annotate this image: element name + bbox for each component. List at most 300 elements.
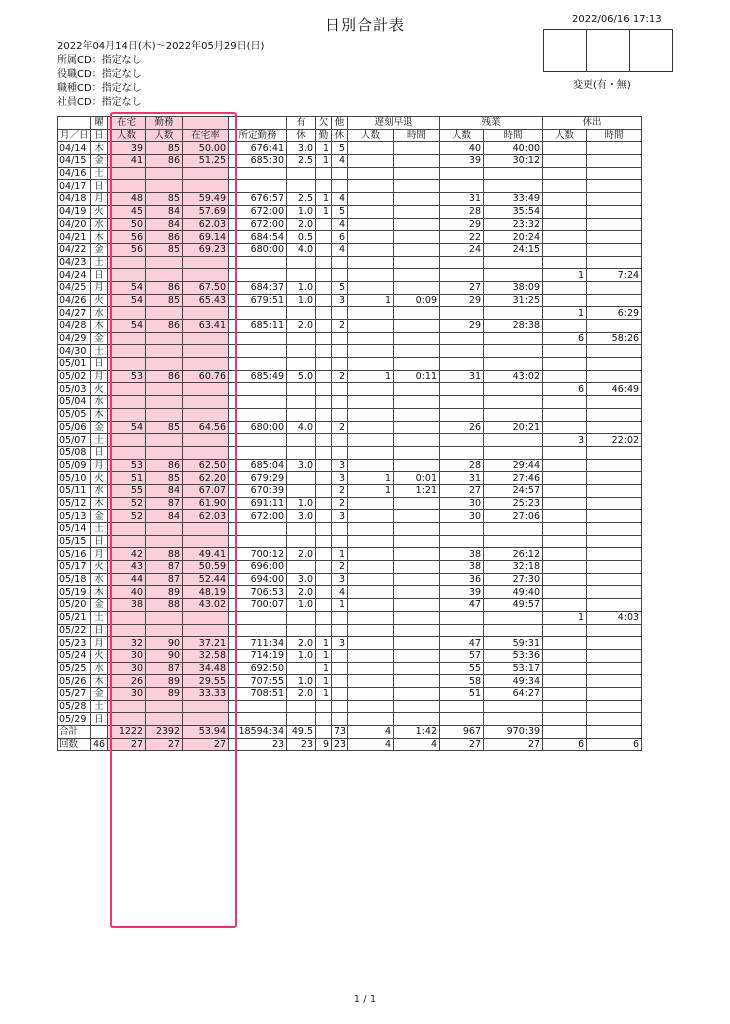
overtime-count-cell xyxy=(440,307,484,320)
absence-cell: 1 xyxy=(316,142,332,155)
overtime-time-cell: 28:38 xyxy=(484,320,543,333)
absence-cell xyxy=(316,231,332,244)
late-time-cell xyxy=(394,142,440,155)
scheduled-hours-cell: 18594:34 xyxy=(229,726,287,739)
overtime-time-cell xyxy=(484,358,543,371)
table-row xyxy=(58,434,642,447)
date-cell: 05/16 xyxy=(58,548,91,561)
remote-count-cell: 54 xyxy=(108,281,146,294)
date-cell: 05/28 xyxy=(58,700,91,713)
holiday-count-cell xyxy=(543,218,587,231)
attendance-count-cell xyxy=(146,713,183,726)
absence-cell: 1 xyxy=(316,687,332,700)
holiday-time-cell xyxy=(587,320,642,333)
holiday-time-cell xyxy=(587,523,642,536)
late-time-cell xyxy=(394,320,440,333)
col-header-overtime-count: 人数 xyxy=(440,129,484,142)
holiday-time-cell xyxy=(587,548,642,561)
overtime-time-cell: 32:18 xyxy=(484,561,543,574)
attendance-count-cell: 90 xyxy=(146,649,183,662)
overtime-time-cell: 59:31 xyxy=(484,637,543,650)
attendance-count-cell xyxy=(146,624,183,637)
table-row xyxy=(58,687,642,700)
overtime-count-cell: 30 xyxy=(440,497,484,510)
table-row xyxy=(58,332,642,345)
late-time-cell xyxy=(394,218,440,231)
remote-rate-cell: 62.03 xyxy=(183,218,229,231)
date-cell: 05/02 xyxy=(58,370,91,383)
holiday-count-cell: 1 xyxy=(543,307,587,320)
holiday-time-cell xyxy=(587,599,642,612)
remote-count-cell: 42 xyxy=(108,548,146,561)
date-cell: 05/09 xyxy=(58,459,91,472)
late-count-cell xyxy=(348,700,394,713)
remote-rate-cell: 27 xyxy=(183,738,229,751)
absence-cell xyxy=(316,167,332,180)
holiday-count-cell xyxy=(543,396,587,409)
holiday-time-cell xyxy=(587,396,642,409)
table-row xyxy=(58,472,642,485)
late-count-cell xyxy=(348,459,394,472)
absence-cell: 1 xyxy=(316,205,332,218)
remote-rate-cell xyxy=(183,523,229,536)
holiday-count-cell xyxy=(543,599,587,612)
holiday-time-cell xyxy=(587,700,642,713)
paid-leave-cell: 4.0 xyxy=(287,243,316,256)
late-time-cell xyxy=(394,713,440,726)
holiday-count-cell: 1 xyxy=(543,611,587,624)
other-leave-cell: 2 xyxy=(332,320,348,333)
holiday-time-cell xyxy=(587,256,642,269)
dow-cell: 水 xyxy=(91,484,108,497)
remote-rate-cell: 52.44 xyxy=(183,573,229,586)
remote-rate-cell: 59.49 xyxy=(183,193,229,206)
other-leave-cell: 4 xyxy=(332,218,348,231)
condition-line: 所属CD：指定なし xyxy=(57,55,142,66)
condition-line: 役職CD：指定なし xyxy=(57,69,142,80)
holiday-count-cell xyxy=(543,637,587,650)
table-row xyxy=(58,218,642,231)
holiday-count-cell: 3 xyxy=(543,434,587,447)
holiday-count-cell xyxy=(543,726,587,739)
remote-rate-cell: 33.33 xyxy=(183,687,229,700)
overtime-count-cell: 51 xyxy=(440,687,484,700)
holiday-count-cell xyxy=(543,624,587,637)
late-count-cell xyxy=(348,408,394,421)
remote-count-cell: 51 xyxy=(108,472,146,485)
overtime-time-cell xyxy=(484,611,543,624)
overtime-count-cell: 39 xyxy=(440,586,484,599)
paid-leave-cell: 1.0 xyxy=(287,599,316,612)
paid-leave-cell: 3.0 xyxy=(287,459,316,472)
paid-leave-cell: 4.0 xyxy=(287,421,316,434)
absence-cell xyxy=(316,256,332,269)
paid-leave-cell: 2.0 xyxy=(287,320,316,333)
absence-cell xyxy=(316,320,332,333)
overtime-time-cell xyxy=(484,523,543,536)
absence-cell: 9 xyxy=(316,738,332,751)
late-count-cell xyxy=(348,510,394,523)
overtime-time-cell: 31:25 xyxy=(484,294,543,307)
table-row xyxy=(58,307,642,320)
dow-cell: 金 xyxy=(91,421,108,434)
attendance-count-cell xyxy=(146,180,183,193)
paid-leave-cell xyxy=(287,167,316,180)
scheduled-hours-cell xyxy=(229,383,287,396)
dow-cell: 木 xyxy=(91,408,108,421)
holiday-time-cell xyxy=(587,484,642,497)
dow-cell: 月 xyxy=(91,459,108,472)
paid-leave-cell: 23 xyxy=(287,738,316,751)
scheduled-hours-cell: 672:00 xyxy=(229,205,287,218)
overtime-time-cell xyxy=(484,180,543,193)
other-leave-cell: 3 xyxy=(332,294,348,307)
paid-leave-cell xyxy=(287,446,316,459)
remote-rate-cell: 29.55 xyxy=(183,675,229,688)
remote-count-cell: 1222 xyxy=(108,726,146,739)
stamp-box xyxy=(544,30,587,71)
holiday-time-cell: 4:03 xyxy=(587,611,642,624)
date-cell: 04/21 xyxy=(58,231,91,244)
absence-cell xyxy=(316,624,332,637)
absence-cell xyxy=(316,510,332,523)
remote-count-cell xyxy=(108,624,146,637)
dow-cell: 土 xyxy=(91,256,108,269)
attendance-count-cell: 89 xyxy=(146,586,183,599)
date-cell: 05/03 xyxy=(58,383,91,396)
date-cell: 05/11 xyxy=(58,484,91,497)
attendance-count-cell xyxy=(146,345,183,358)
attendance-count-cell: 86 xyxy=(146,231,183,244)
col-header-attendance: 勤務 xyxy=(146,117,183,130)
holiday-count-cell xyxy=(543,561,587,574)
overtime-count-cell: 31 xyxy=(440,370,484,383)
table-row xyxy=(58,700,642,713)
report-conditions xyxy=(57,40,264,110)
remote-count-cell: 30 xyxy=(108,662,146,675)
holiday-time-cell xyxy=(587,155,642,168)
overtime-count-cell: 22 xyxy=(440,231,484,244)
holiday-time-cell xyxy=(587,535,642,548)
date-cell: 04/30 xyxy=(58,345,91,358)
remote-rate-cell: 51.25 xyxy=(183,155,229,168)
overtime-time-cell xyxy=(484,713,543,726)
date-cell: 04/28 xyxy=(58,320,91,333)
date-cell: 05/12 xyxy=(58,497,91,510)
late-count-cell xyxy=(348,320,394,333)
dow-cell xyxy=(91,726,108,739)
holiday-count-cell xyxy=(543,205,587,218)
holiday-count-cell xyxy=(543,231,587,244)
scheduled-hours-cell xyxy=(229,523,287,536)
late-time-cell xyxy=(394,155,440,168)
absence-cell: 1 xyxy=(316,662,332,675)
overtime-time-cell: 20:24 xyxy=(484,231,543,244)
scheduled-hours-cell xyxy=(229,713,287,726)
late-count-cell xyxy=(348,269,394,282)
holiday-count-cell: 6 xyxy=(543,383,587,396)
paid-leave-cell xyxy=(287,332,316,345)
paid-leave-cell: 2.5 xyxy=(287,193,316,206)
table-row xyxy=(58,180,642,193)
holiday-count-cell xyxy=(543,459,587,472)
late-time-cell xyxy=(394,523,440,536)
date-cell: 05/22 xyxy=(58,624,91,637)
late-count-cell xyxy=(348,142,394,155)
remote-rate-cell xyxy=(183,307,229,320)
overtime-count-cell: 38 xyxy=(440,548,484,561)
remote-count-cell: 56 xyxy=(108,243,146,256)
paid-leave-cell: 1.0 xyxy=(287,205,316,218)
overtime-time-cell: 35:54 xyxy=(484,205,543,218)
late-count-cell xyxy=(348,497,394,510)
late-time-cell xyxy=(394,586,440,599)
scheduled-hours-cell: 694:00 xyxy=(229,573,287,586)
absence-cell xyxy=(316,307,332,320)
dow-cell: 木 xyxy=(91,231,108,244)
dow-cell: 火 xyxy=(91,649,108,662)
attendance-count-cell: 87 xyxy=(146,573,183,586)
paid-leave-cell xyxy=(287,484,316,497)
other-leave-cell xyxy=(332,345,348,358)
attendance-count-cell: 90 xyxy=(146,637,183,650)
table-row xyxy=(58,294,642,307)
late-time-cell xyxy=(394,383,440,396)
absence-cell xyxy=(316,561,332,574)
attendance-count-cell: 27 xyxy=(146,738,183,751)
remote-rate-cell: 32.58 xyxy=(183,649,229,662)
other-leave-cell: 2 xyxy=(332,561,348,574)
remote-count-cell: 50 xyxy=(108,218,146,231)
late-time-cell xyxy=(394,700,440,713)
dow-cell: 日 xyxy=(91,713,108,726)
overtime-count-cell xyxy=(440,523,484,536)
overtime-time-cell xyxy=(484,434,543,447)
other-leave-cell: 23 xyxy=(332,738,348,751)
report-period: 2022年04月14日(木)～2022年05月29日(日) xyxy=(57,41,265,52)
absence-cell xyxy=(316,408,332,421)
date-cell: 04/25 xyxy=(58,281,91,294)
scheduled-hours-cell: 700:07 xyxy=(229,599,287,612)
remote-rate-cell: 67.50 xyxy=(183,281,229,294)
attendance-count-cell: 84 xyxy=(146,484,183,497)
absence-cell xyxy=(316,472,332,485)
scheduled-hours-cell: 679:29 xyxy=(229,472,287,485)
paid-leave-cell xyxy=(287,561,316,574)
absence-cell xyxy=(316,218,332,231)
remote-count-cell xyxy=(108,269,146,282)
holiday-time-cell xyxy=(587,231,642,244)
table-row xyxy=(58,383,642,396)
holiday-count-cell xyxy=(543,510,587,523)
other-leave-cell xyxy=(332,307,348,320)
overtime-time-cell: 23:32 xyxy=(484,218,543,231)
other-leave-cell: 5 xyxy=(332,142,348,155)
late-count-cell xyxy=(348,649,394,662)
attendance-count-cell xyxy=(146,332,183,345)
late-time-cell xyxy=(394,243,440,256)
holiday-time-cell xyxy=(587,586,642,599)
date-cell: 05/13 xyxy=(58,510,91,523)
dow-cell: 月 xyxy=(91,548,108,561)
scheduled-hours-cell: 23 xyxy=(229,738,287,751)
paid-leave-cell xyxy=(287,358,316,371)
remote-count-cell: 54 xyxy=(108,320,146,333)
scheduled-hours-cell: 672:00 xyxy=(229,218,287,231)
absence-cell xyxy=(316,294,332,307)
overtime-time-cell: 26:12 xyxy=(484,548,543,561)
col-header-paid-leave: 休 xyxy=(287,129,316,142)
holiday-count-cell xyxy=(543,649,587,662)
overtime-time-cell: 40:00 xyxy=(484,142,543,155)
other-leave-cell: 1 xyxy=(332,548,348,561)
attendance-count-cell xyxy=(146,446,183,459)
late-count-cell: 1 xyxy=(348,472,394,485)
col-header-absence: 欠 xyxy=(316,117,332,130)
date-cell: 05/07 xyxy=(58,434,91,447)
paid-leave-cell xyxy=(287,307,316,320)
overtime-count-cell xyxy=(440,180,484,193)
remote-rate-cell: 37.21 xyxy=(183,637,229,650)
date-cell: 04/20 xyxy=(58,218,91,231)
late-time-cell xyxy=(394,269,440,282)
paid-leave-cell xyxy=(287,611,316,624)
holiday-count-cell xyxy=(543,497,587,510)
remote-rate-cell xyxy=(183,358,229,371)
remote-rate-cell xyxy=(183,396,229,409)
remote-count-cell: 43 xyxy=(108,561,146,574)
dow-cell: 土 xyxy=(91,345,108,358)
col-header-scheduled: 所定勤務 xyxy=(229,129,287,142)
late-time-cell: 1:21 xyxy=(394,484,440,497)
holiday-count-cell xyxy=(543,180,587,193)
overtime-time-cell: 20:21 xyxy=(484,421,543,434)
col-header-overtime: 残業 xyxy=(440,117,543,130)
remote-rate-cell xyxy=(183,383,229,396)
holiday-count-cell xyxy=(543,243,587,256)
late-time-cell xyxy=(394,548,440,561)
holiday-count-cell: 1 xyxy=(543,269,587,282)
date-cell: 05/19 xyxy=(58,586,91,599)
holiday-count-cell xyxy=(543,472,587,485)
scheduled-hours-cell: 696:00 xyxy=(229,561,287,574)
overtime-time-cell: 49:34 xyxy=(484,675,543,688)
attendance-count-cell: 86 xyxy=(146,320,183,333)
absence-cell xyxy=(316,726,332,739)
remote-count-cell: 39 xyxy=(108,142,146,155)
table-row xyxy=(58,637,642,650)
late-time-cell xyxy=(394,193,440,206)
other-leave-cell: 3 xyxy=(332,472,348,485)
remote-rate-cell xyxy=(183,700,229,713)
late-count-cell xyxy=(348,332,394,345)
scheduled-hours-cell: 670:39 xyxy=(229,484,287,497)
date-cell: 05/18 xyxy=(58,573,91,586)
holiday-count-cell xyxy=(543,142,587,155)
totals-row xyxy=(58,726,642,739)
paid-leave-cell: 1.0 xyxy=(287,294,316,307)
late-count-cell xyxy=(348,421,394,434)
absence-cell xyxy=(316,396,332,409)
other-leave-cell: 3 xyxy=(332,510,348,523)
date-cell: 04/18 xyxy=(58,193,91,206)
remote-rate-cell: 63.41 xyxy=(183,320,229,333)
holiday-count-cell xyxy=(543,535,587,548)
remote-count-cell xyxy=(108,523,146,536)
absence-cell xyxy=(316,700,332,713)
attendance-count-cell xyxy=(146,700,183,713)
table-row xyxy=(58,611,642,624)
paid-leave-cell: 2.0 xyxy=(287,548,316,561)
late-time-cell xyxy=(394,611,440,624)
holiday-time-cell xyxy=(587,408,642,421)
other-leave-cell: 4 xyxy=(332,243,348,256)
late-count-cell xyxy=(348,155,394,168)
overtime-time-cell: 27 xyxy=(484,738,543,751)
holiday-time-cell xyxy=(587,649,642,662)
overtime-count-cell xyxy=(440,396,484,409)
remote-rate-cell xyxy=(183,713,229,726)
paid-leave-cell xyxy=(287,383,316,396)
holiday-time-cell xyxy=(587,281,642,294)
overtime-count-cell: 40 xyxy=(440,142,484,155)
remote-rate-cell: 50.00 xyxy=(183,142,229,155)
holiday-time-cell xyxy=(587,345,642,358)
paid-leave-cell: 3.0 xyxy=(287,573,316,586)
late-count-cell xyxy=(348,548,394,561)
paid-leave-cell xyxy=(287,396,316,409)
dow-cell: 月 xyxy=(91,281,108,294)
col-header-other-leave: 休 xyxy=(332,129,348,142)
remote-count-cell: 53 xyxy=(108,459,146,472)
table-row xyxy=(58,446,642,459)
scheduled-hours-cell xyxy=(229,700,287,713)
absence-cell xyxy=(316,459,332,472)
scheduled-hours-cell xyxy=(229,408,287,421)
date-cell: 04/29 xyxy=(58,332,91,345)
dow-cell: 火 xyxy=(91,294,108,307)
attendance-count-cell xyxy=(146,256,183,269)
holiday-count-cell xyxy=(543,281,587,294)
table-row xyxy=(58,713,642,726)
holiday-time-cell xyxy=(587,218,642,231)
overtime-time-cell: 30:12 xyxy=(484,155,543,168)
paid-leave-cell: 0.5 xyxy=(287,231,316,244)
scheduled-hours-cell xyxy=(229,332,287,345)
dow-cell: 日 xyxy=(91,180,108,193)
date-cell: 05/26 xyxy=(58,675,91,688)
late-time-cell xyxy=(394,358,440,371)
paid-leave-cell: 1.0 xyxy=(287,675,316,688)
late-time-cell xyxy=(394,662,440,675)
dow-cell: 金 xyxy=(91,687,108,700)
dow-cell: 月 xyxy=(91,370,108,383)
remote-count-cell: 56 xyxy=(108,231,146,244)
col-header-paid-leave: 有 xyxy=(287,117,316,130)
other-leave-cell xyxy=(332,713,348,726)
table-row xyxy=(58,408,642,421)
holiday-count-cell xyxy=(543,713,587,726)
date-cell: 04/27 xyxy=(58,307,91,320)
late-time-cell xyxy=(394,167,440,180)
scheduled-hours-cell xyxy=(229,358,287,371)
other-leave-cell xyxy=(332,611,348,624)
holiday-count-cell xyxy=(543,687,587,700)
col-header-date: 月／日 xyxy=(58,129,91,142)
holiday-time-cell xyxy=(587,637,642,650)
paid-leave-cell: 1.0 xyxy=(287,649,316,662)
table-row xyxy=(58,535,642,548)
